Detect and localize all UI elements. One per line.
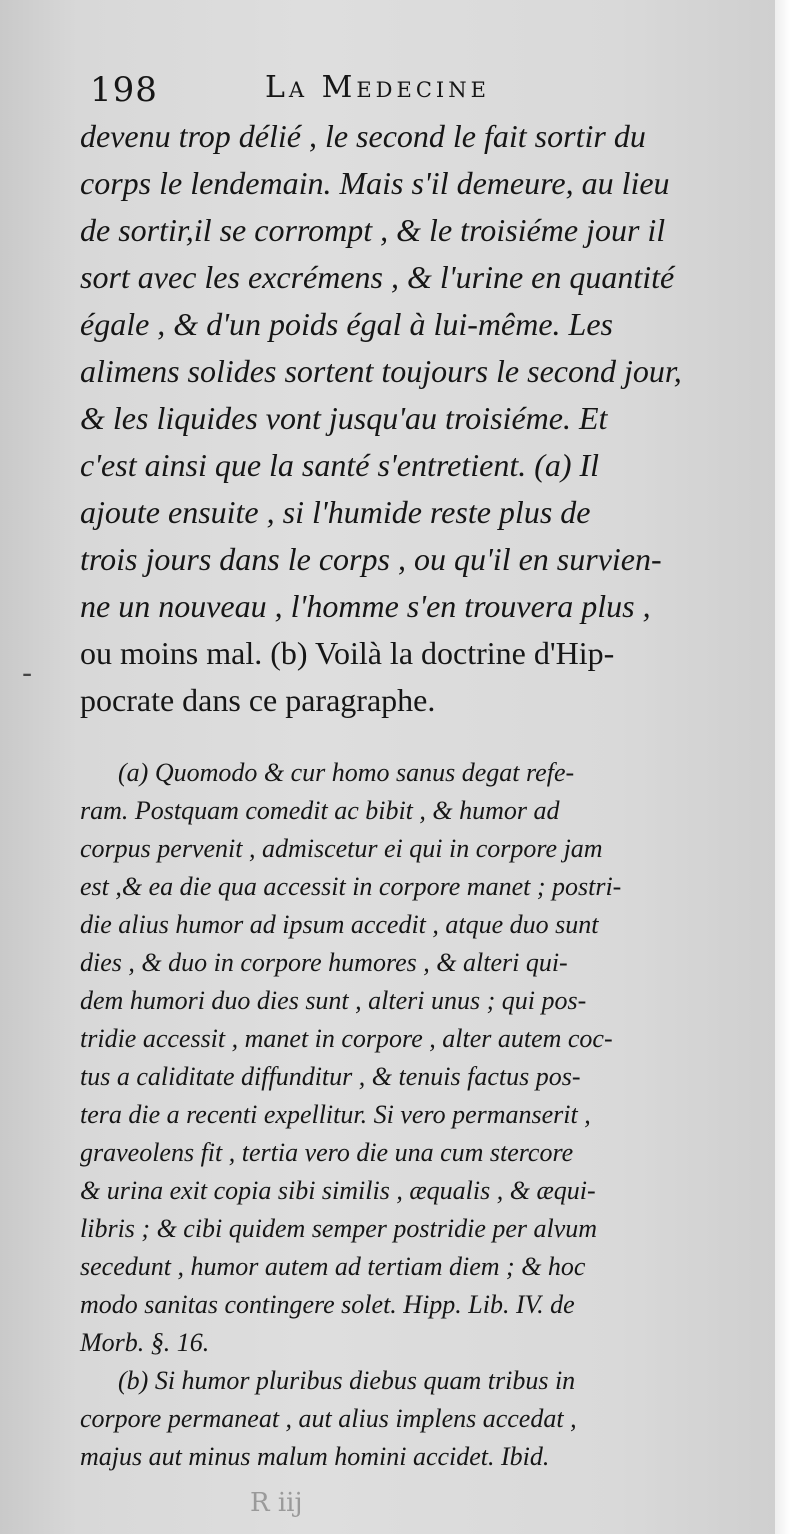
footnote-line: die alius humor ad ipsum accedit , atque duo sunt: [80, 910, 599, 939]
running-title: La Medecine: [265, 70, 490, 105]
main-line: de sortir,il se corrompt , & le troisiéme jour il: [80, 212, 666, 248]
footnote-line: majus aut minus malum homini accidet. Ibid.: [80, 1442, 550, 1471]
footnote-line: tridie accessit , manet in corpore , alter autem coc-: [80, 1024, 613, 1053]
footnote-line: secedunt , humor autem ad tertiam diem ; & hoc: [80, 1252, 586, 1281]
main-line: & les liquides vont jusqu'au troisiéme. Et: [80, 400, 608, 436]
footnote-line: (a) Quomodo & cur homo sanus degat refe-: [118, 758, 575, 787]
footnote-line: & urina exit copia sibi similis , æqualis , & æqui-: [80, 1176, 596, 1205]
footnote-line: graveolens fit , tertia vero die una cum stercore: [80, 1138, 574, 1167]
main-line: ajoute ensuite , si l'humide reste plus de: [80, 494, 591, 530]
footnote-line: corpus pervenit , admiscetur ei qui in corpore jam: [80, 834, 603, 863]
footnote-line: (b) Si humor pluribus diebus quam tribus in: [118, 1366, 576, 1395]
page-edge: [775, 0, 800, 1534]
main-line: devenu trop délié , le second le fait sortir du: [80, 118, 646, 154]
margin-mark: -: [22, 656, 33, 691]
footnote-line: ram. Postquam comedit ac bibit , & humor ad: [80, 796, 560, 825]
footnote-line: Morb. §. 16.: [80, 1328, 210, 1357]
signature-mark: R iij: [250, 1488, 303, 1518]
main-line: trois jours dans le corps , ou qu'il en survien-: [80, 541, 662, 577]
main-line: ou moins mal. (b) Voilà la doctrine d'Hip-: [80, 635, 615, 671]
main-line: ne un nouveau , l'homme s'en trouvera plus ,: [80, 588, 651, 624]
footnote-line: dies , & duo in corpore humores , & alteri qui-: [80, 948, 568, 977]
main-line: pocrate dans ce paragraphe.: [80, 682, 436, 718]
main-line: alimens solides sortent toujours le second jour,: [80, 353, 682, 389]
footnote-line: tera die a recenti expellitur. Si vero permanserit ,: [80, 1100, 591, 1129]
footnote-line: est ,& ea die qua accessit in corpore manet ; postri-: [80, 872, 622, 901]
footnote-line: tus a caliditate diffunditur , & tenuis factus pos-: [80, 1062, 581, 1091]
footnote-line: modo sanitas contingere solet. Hipp. Lib. IV. de: [80, 1290, 575, 1319]
page-number: 198: [90, 70, 158, 110]
page-header: [90, 62, 750, 112]
footnote-line: libris ; & cibi quidem semper postridie per alvum: [80, 1214, 598, 1243]
footnote-line: dem humori duo dies sunt , alteri unus ; qui pos-: [80, 986, 587, 1015]
main-line: sort avec les excrémens , & l'urine en quantité: [80, 259, 675, 295]
footnote-line: corpore permaneat , aut alius implens accedat ,: [80, 1404, 577, 1433]
main-line: c'est ainsi que la santé s'entretient. (a) Il: [80, 447, 600, 483]
main-line: égale , & d'un poids égal à lui-même. Les: [80, 306, 613, 342]
main-line: corps le lendemain. Mais s'il demeure, au lieu: [80, 165, 670, 201]
